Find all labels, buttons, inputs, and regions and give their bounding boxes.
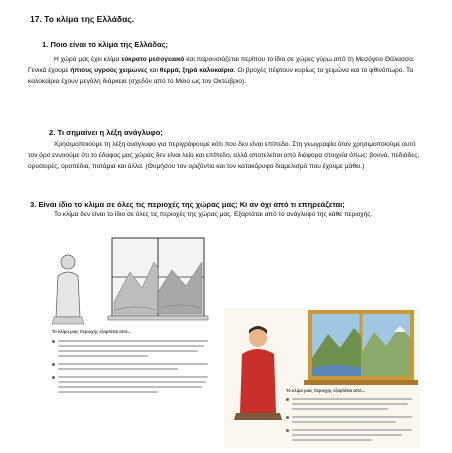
question-3-title: 3. Είναι ίδιο το κλίμα σε όλες τις περιοχές της χώρας μας; Κι αν όχι από τι επηρεάζεται; (30, 200, 345, 209)
q1-text-1: Η χώρα μας έχει κλίμα (54, 56, 122, 63)
page-title: 17. Το κλίμα της Ελλάδας. (30, 14, 135, 24)
textbook-illustration-bw (46, 232, 214, 417)
bullet-dot (286, 429, 289, 432)
q1-text-3: και (147, 66, 160, 74)
q3-text: Το κλίμα δεν είναι το ίδιο σε όλες τις περιοχές της χώρας μας. Εξαρτάται από το ανάγλυφο της κάθε περιοχής. (54, 211, 373, 218)
text-line (58, 355, 148, 357)
question-3-answer (28, 210, 424, 221)
text-line (58, 350, 198, 352)
text-line (58, 386, 202, 388)
text-line (58, 340, 208, 342)
text-line (58, 376, 208, 378)
bullet-dot (286, 416, 289, 419)
text-line (292, 398, 412, 400)
text-line (292, 439, 372, 441)
text-line (58, 381, 206, 383)
q1-bold-1: εύκρατο μεσογειακό (121, 56, 185, 63)
question-1-title: 1. Ποιο είναι το κλίμα της Ελλάδας; (42, 40, 169, 49)
textbook-scan-color (224, 308, 420, 448)
question-1-answer (28, 55, 424, 87)
q1-bold-2: ήπιους υγρούς χειμώνες (70, 66, 148, 74)
text-line (58, 391, 158, 393)
q1-bold-3: θερμά, ξηρά καλοκαίρια (159, 66, 234, 74)
question-2-answer (28, 140, 424, 172)
text-line (58, 368, 178, 370)
text-line (292, 429, 412, 431)
text-line (292, 408, 388, 410)
textbook-illustration-color (224, 308, 420, 448)
bullet-dot (52, 363, 55, 366)
text-line (292, 403, 408, 405)
scan-caption: Το κλίμα μιας περιοχής εξαρτάται από... (286, 388, 366, 393)
text-line (58, 363, 208, 365)
text-line (58, 345, 204, 347)
bullet-dot (52, 340, 55, 343)
text-line (292, 434, 402, 436)
textbook-scan-bw (46, 232, 214, 417)
text-line (292, 416, 412, 418)
bullet-dot (286, 398, 289, 401)
text-line (292, 421, 396, 423)
q1-text-4: . Οι βροχές πέφτουν κυρίως το χειμώνα και το φθινόπωρο. Τα καλοκαίρια έχουν μεγάλη διάρκεια (σχεδόν από το Μάιο ως τον Οκτώβριο). (28, 66, 414, 85)
question-2-title: 2. Τι σημαίνει η λέξη ανάγλυφο; (49, 128, 163, 137)
scan-caption: Το κλίμα μιας περιοχής εξαρτάται από... (52, 329, 132, 334)
bullet-dot (52, 376, 55, 379)
q2-text: Χρησιμοποιούμε τη λέξη ανάγλυφο για περιγράφουμε κάτι που δεν είναι επίπεδο. Στη γεωγραφία όταν χρησιμοποιούμε αυτό τον όρο εννοούμε ότι το έδαφος μας χώρας δεν είναι λείο και επίπεδο, αλλά αποτελείται από διάφορα στοιχεία όπως: βουνά, πεδιάδες, οροσειρές, οροπέδια, ποτάμια και άλλα. (Θυμήσου τον οριζόντιο και τον κατακόρυφο διαμελισμό που έχουμε μάθει.) (28, 141, 420, 170)
q1-text-2: και παρουσιάζεται περίπου το ίδιο σε χώρες γύρω από τη Μεσόγειο Θάλασσα. Γενικά έχουμε (28, 56, 415, 74)
